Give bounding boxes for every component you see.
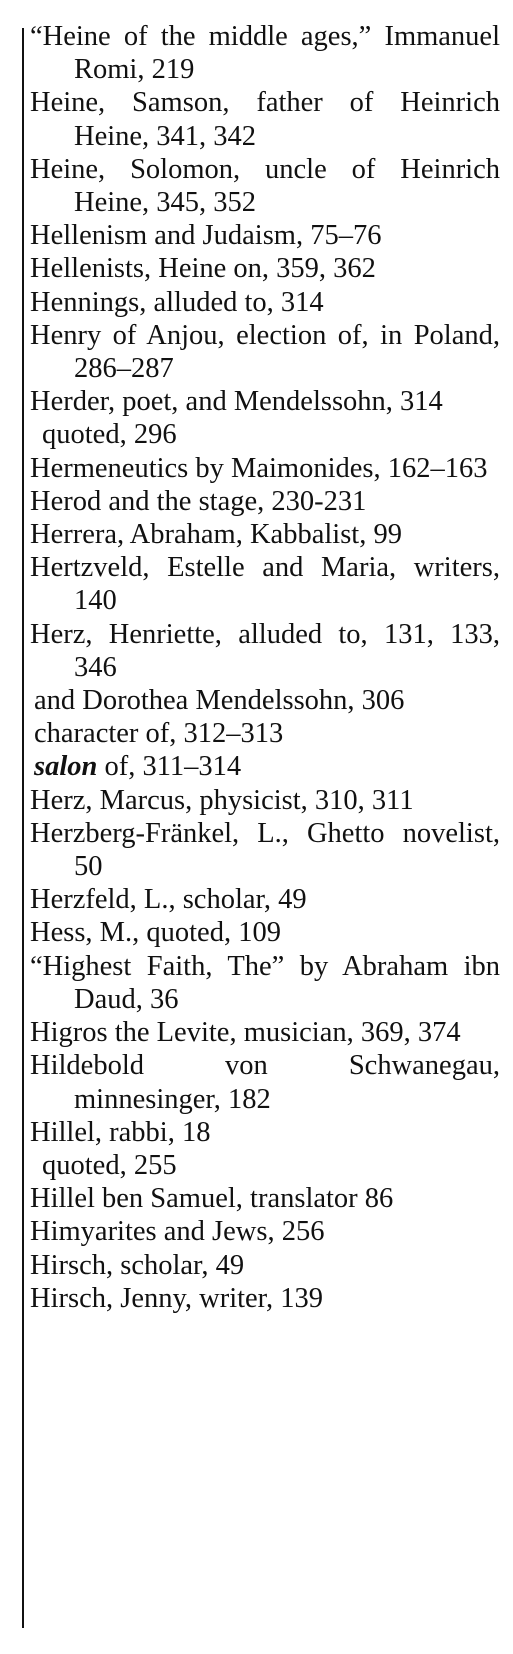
margin-rule	[22, 28, 24, 1628]
index-entry: Herrera, Abraham, Kabbalist, 99	[30, 519, 402, 551]
index-entry: Herz, Marcus, physicist, 310, 311	[30, 784, 414, 816]
index-entry: Hermeneutics by Maimonides, 162–163	[30, 452, 488, 484]
index-entry: Hillel, rabbi, 18	[30, 1116, 211, 1148]
index-subentry: quoted, 296	[42, 419, 177, 451]
index-entry: Henry of Anjou, election of, in Poland, 286–287	[30, 319, 500, 385]
index-entry: “Heine of the middle ages,” Immanuel Romi, 219	[30, 21, 500, 86]
index-subentry: and Dorothea Mendelssohn, 306	[34, 685, 405, 717]
index-entry: Hellenism and Judaism, 75–76	[30, 220, 382, 252]
index-entry: Hillel ben Samuel, translator 86	[30, 1183, 394, 1215]
index-subentry: character of, 312–313	[34, 718, 284, 750]
index-entry: Heine, Samson, father of Heinrich Heine, 341, 342	[30, 87, 500, 152]
index-subentry	[30, 750, 500, 783]
index-entry: Heine, Solomon, uncle of Heinrich Heine, 345, 352	[30, 153, 500, 219]
subentry-text: of, 311–314	[104, 751, 242, 783]
index-entry: Hellenists, Heine on, 359, 362	[30, 253, 376, 285]
index-entry: Herzberg-Fränkel, L., Ghetto novelist, 50	[30, 817, 500, 883]
index-entry: Higros the Levite, musician, 369, 374	[30, 1017, 461, 1049]
index-entry: Hertzveld, Estelle and Maria, writers, 140	[30, 552, 500, 617]
index-entry: Hirsch, scholar, 49	[30, 1249, 245, 1281]
index-entry: Hess, M., quoted, 109	[30, 917, 281, 949]
italic-term: salon	[34, 751, 98, 783]
index-entry: Herder, poet, and Mendelssohn, 314	[30, 386, 443, 418]
index-entry: Herzfeld, L., scholar, 49	[30, 884, 307, 916]
index-entry: “Highest Faith, The” by Abraham ibn Daud, 36	[30, 950, 500, 1015]
index-entry: Hirsch, Jenny, writer, 139	[30, 1282, 324, 1314]
index-list	[30, 20, 500, 1315]
index-subentry: quoted, 255	[42, 1149, 177, 1181]
index-entry: Himyarites and Jews, 256	[30, 1216, 325, 1248]
index-entry: Herod and the stage, 230-231	[30, 485, 367, 517]
index-entry: Herz, Henriette, alluded to, 131, 133, 346	[30, 618, 500, 683]
index-entry: Hennings, alluded to, 314	[30, 286, 324, 318]
index-entry: Hildebold von Schwanegau, minnesinger, 182	[30, 1050, 500, 1115]
